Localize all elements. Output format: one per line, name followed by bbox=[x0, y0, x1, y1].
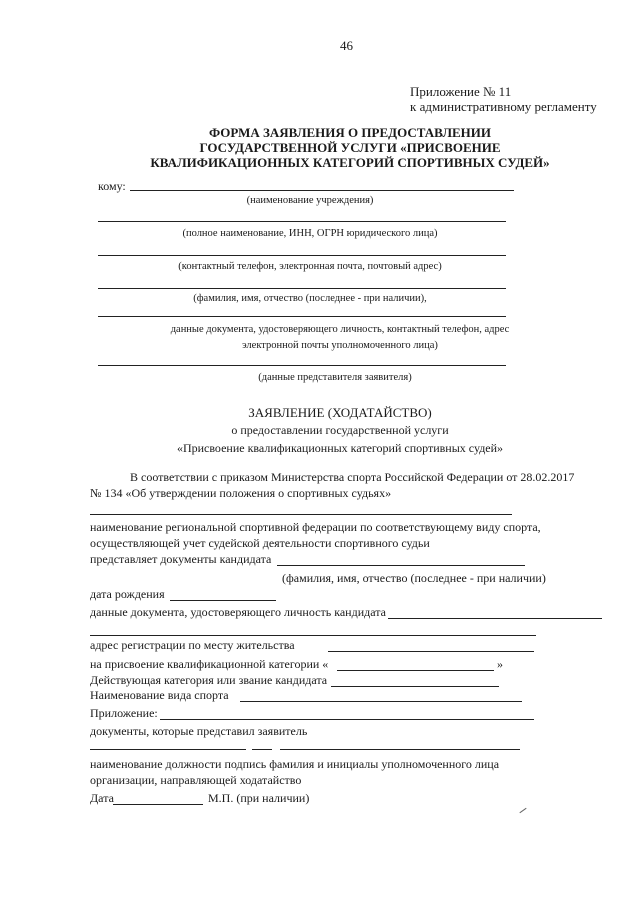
birth-date-field[interactable] bbox=[170, 600, 276, 601]
authorized-person-field-2[interactable] bbox=[98, 316, 506, 317]
quote-close: » bbox=[497, 657, 503, 671]
representative-field[interactable] bbox=[98, 365, 506, 366]
id-document-field-2[interactable] bbox=[90, 635, 536, 636]
body-paragraph-line-2: № 134 «Об утверждении положения о спортивных судьях» bbox=[90, 486, 392, 500]
candidate-fio-field[interactable] bbox=[277, 565, 525, 566]
caption-document-line-2: электронной почты уполномоченного лица) bbox=[242, 340, 438, 351]
current-category-label: Действующая категория или звание кандидата bbox=[90, 673, 328, 687]
position-field[interactable] bbox=[90, 749, 246, 750]
date-label: Дата bbox=[90, 791, 114, 805]
federation-caption-line-2: осуществляющей учет судейской деятельности спортивного судьи bbox=[90, 536, 430, 550]
caption-document-line-1: данные документа, удостоверяющего личность, контактный телефон, адрес bbox=[170, 324, 510, 335]
caption-legal-entity: (полное наименование, ИНН, ОГРН юридического лица) bbox=[182, 228, 438, 239]
attachment-field[interactable] bbox=[160, 719, 534, 720]
scan-mark bbox=[519, 808, 526, 813]
federation-caption-line-1: наименование региональной спортивной федерации по соответствующему виду спорта, bbox=[90, 520, 541, 534]
form-title-line-1: ФОРМА ЗАЯВЛЕНИЯ О ПРЕДОСТАВЛЕНИИ bbox=[208, 125, 492, 140]
statement-subtitle-2: «Присвоение квалификационных категорий спортивных судей» bbox=[176, 441, 504, 455]
id-document-field[interactable] bbox=[388, 618, 602, 619]
sport-name-field[interactable] bbox=[240, 701, 522, 702]
page-number: 46 bbox=[340, 38, 353, 53]
contacts-field[interactable] bbox=[98, 255, 506, 256]
registration-address-label: адрес регистрации по месту жительства bbox=[90, 638, 295, 652]
authorized-name-field[interactable] bbox=[280, 749, 520, 750]
signature-caption: наименование должности подпись фамилия и инициалы уполномоченного лица bbox=[90, 757, 500, 771]
date-field[interactable] bbox=[113, 804, 203, 805]
submits-docs-label: представляет документы кандидата bbox=[90, 552, 272, 566]
docs-submitted-label: документы, которые представил заявитель bbox=[90, 724, 308, 738]
signature-field[interactable] bbox=[252, 749, 272, 750]
caption-contacts: (контактный телефон, электронная почта, почтовый адрес) bbox=[178, 261, 442, 272]
birth-date-label: дата рождения bbox=[90, 587, 165, 601]
attachment-label: Приложение: bbox=[90, 706, 158, 720]
authorized-person-field[interactable] bbox=[98, 288, 506, 289]
appendix-number: Приложение № 11 bbox=[410, 84, 512, 99]
recipient-institution-field[interactable] bbox=[130, 190, 514, 191]
qualification-category-field[interactable] bbox=[337, 670, 494, 671]
registration-address-field[interactable] bbox=[328, 651, 534, 652]
federation-field[interactable] bbox=[90, 514, 512, 515]
candidate-fio-caption: (фамилия, имя, отчество (последнее - при наличии) bbox=[282, 571, 546, 585]
statement-title: ЗАЯВЛЕНИЕ (ХОДАТАЙСТВО) bbox=[248, 405, 432, 420]
to-label: кому: bbox=[98, 179, 126, 193]
caption-institution: (наименование учреждения) bbox=[246, 195, 374, 206]
statement-subtitle-1: о предоставлении государственной услуги bbox=[231, 423, 449, 437]
current-category-field[interactable] bbox=[331, 686, 499, 687]
id-document-label: данные документа, удостоверяющего личность кандидата bbox=[90, 605, 386, 619]
qualification-request-label: на присвоение квалификационной категории « bbox=[90, 657, 329, 671]
legal-entity-field[interactable] bbox=[98, 221, 506, 222]
body-paragraph-line-1: В соответствии с приказом Министерства спорта Российской Федерации от 28.02.2017 bbox=[130, 470, 575, 484]
form-title-line-3: КВАЛИФИКАЦИОННЫХ КАТЕГОРИЙ СПОРТИВНЫХ СУДЕЙ» bbox=[150, 155, 550, 170]
caption-fio: (фамилия, имя, отчество (последнее - при наличии), bbox=[193, 293, 427, 304]
signature-organization: организации, направляющей ходатайство bbox=[90, 773, 302, 787]
stamp-label: М.П. (при наличии) bbox=[208, 791, 310, 805]
form-title-line-2: ГОСУДАРСТВЕННОЙ УСЛУГИ «ПРИСВОЕНИЕ bbox=[199, 140, 501, 155]
caption-representative: (данные представителя заявителя) bbox=[258, 372, 412, 383]
sport-name-label: Наименование вида спорта bbox=[90, 688, 229, 702]
appendix-regulation: к административному регламенту bbox=[410, 99, 597, 114]
